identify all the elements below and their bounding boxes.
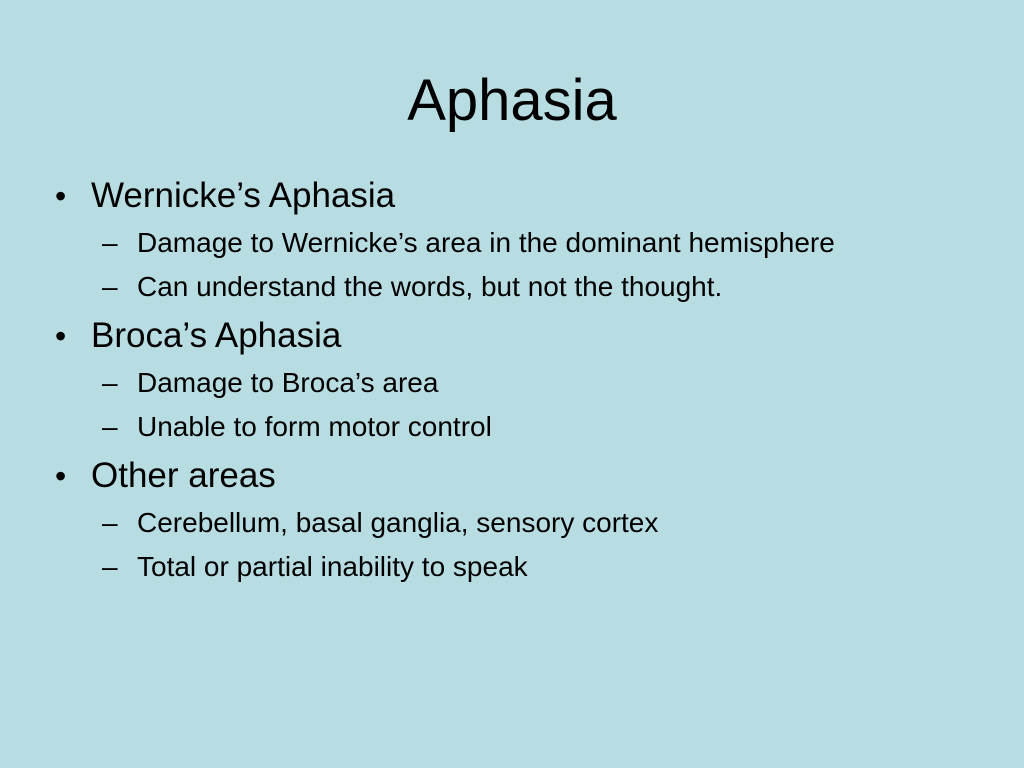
- dash-icon: –: [102, 227, 118, 258]
- dash-icon: –: [102, 551, 118, 582]
- dash-icon: –: [102, 271, 118, 302]
- bullet-list: [52, 172, 992, 592]
- sub-bullet-text: Can understand the words, but not the thought.: [137, 271, 723, 302]
- sub-bullet-text: Cerebellum, basal ganglia, sensory cortex: [137, 507, 659, 538]
- sub-bullet-text: Unable to form motor control: [137, 411, 492, 442]
- sub-bullet-item: [52, 224, 992, 262]
- sub-bullet-item: [52, 548, 992, 586]
- slide-title: Aphasia: [407, 68, 617, 133]
- dash-icon: –: [102, 507, 118, 538]
- sub-bullet-item: [52, 408, 992, 446]
- sub-bullet-text: Damage to Wernicke’s area in the dominant hemisphere: [137, 227, 835, 258]
- bullet-text: Broca’s Aphasia: [91, 316, 342, 355]
- bullet-icon: •: [55, 178, 67, 214]
- sub-bullet-text: Damage to Broca’s area: [137, 367, 439, 398]
- sub-bullet-item: [52, 268, 992, 306]
- bullet-text: Wernicke’s Aphasia: [91, 176, 396, 215]
- bullet-item-wernickes-aphasia: [52, 172, 992, 220]
- sub-bullet-item: [52, 504, 992, 542]
- bullet-icon: •: [55, 458, 67, 494]
- dash-icon: –: [102, 411, 118, 442]
- bullet-item-brocas-aphasia: [52, 312, 992, 360]
- sub-bullet-item: [52, 364, 992, 402]
- dash-icon: –: [102, 367, 118, 398]
- bullet-text: Other areas: [91, 456, 276, 495]
- bullet-icon: •: [55, 318, 67, 354]
- sub-bullet-text: Total or partial inability to speak: [137, 551, 528, 582]
- bullet-item-other-areas: [52, 452, 992, 500]
